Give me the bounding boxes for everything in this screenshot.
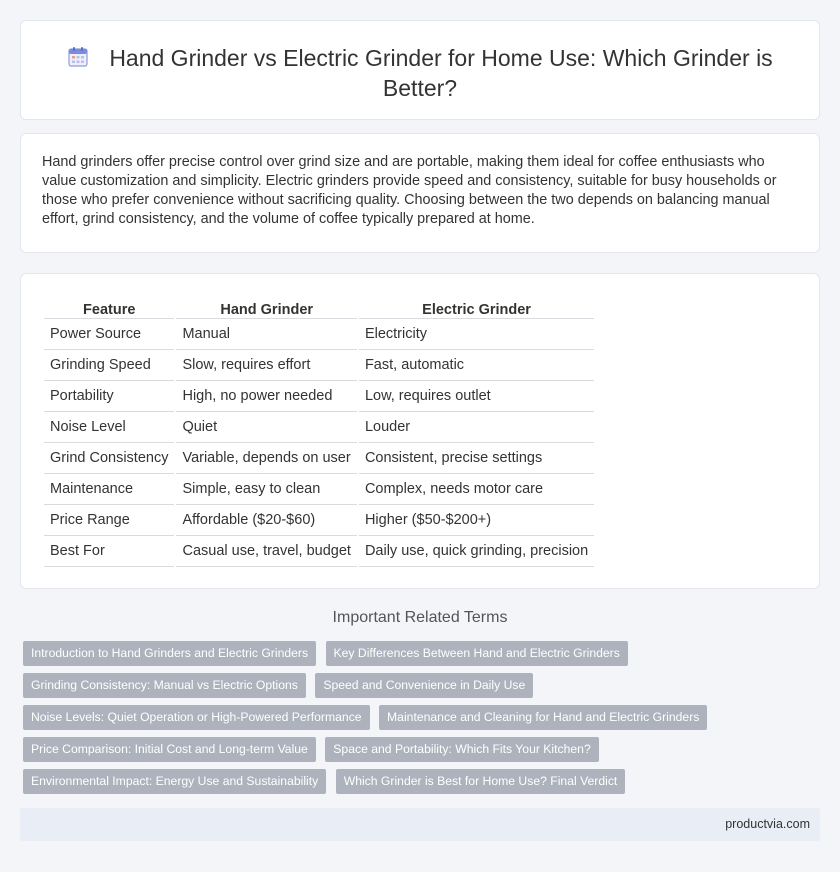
hand-grinder-cell: Casual use, travel, budget [176,536,356,567]
electric-grinder-cell: Fast, automatic [359,350,594,381]
related-terms-list [23,641,723,801]
hand-grinder-cell: Quiet [176,412,356,443]
feature-cell: Best For [44,536,174,567]
comparison-table [42,297,596,567]
calendar-icon [67,45,89,67]
table-row [44,443,594,474]
footer [20,808,820,841]
related-term-tag[interactable]: Grinding Consistency: Manual vs Electric Options [23,673,306,698]
feature-cell: Price Range [44,505,174,536]
table-row [44,474,594,505]
hand-grinder-cell: High, no power needed [176,381,356,412]
electric-grinder-cell: Daily use, quick grinding, precision [359,536,594,567]
table-row [44,536,594,567]
electric-grinder-cell: Electricity [359,319,594,350]
hand-grinder-cell: Affordable ($20-$60) [176,505,356,536]
table-row [44,412,594,443]
page-title [61,43,779,103]
footer-site-link[interactable]: productvia.com [725,817,810,831]
tag-row [23,641,723,673]
summary-text: Hand grinders offer precise control over grind size and are portable, making them ideal for coffee enthusiasts who value customization and simplicity. Electric grinders provide speed and consistency, suitable for busy households or those who prefer convenience without sacrificing quality. Choosing between the two depends on balancing manual effort, grind consistency, and the volume of coffee typically prepared at home. [42,154,777,227]
tag-row [23,769,723,801]
table-header-row [44,297,594,319]
electric-grinder-cell: Consistent, precise settings [359,443,594,474]
page-title-text: Hand Grinder vs Electric Grinder for Home Use: Which Grinder is Better? [109,45,773,101]
related-terms-heading: Important Related Terms [332,609,508,626]
column-header-electric-grinder: Electric Grinder [359,297,594,319]
table-row [44,381,594,412]
hand-grinder-cell: Manual [176,319,356,350]
column-header-hand-grinder: Hand Grinder [176,297,356,319]
feature-cell: Maintenance [44,474,174,505]
related-term-tag[interactable]: Space and Portability: Which Fits Your Kitchen? [325,737,598,762]
header-card [20,20,820,120]
related-term-tag[interactable]: Environmental Impact: Energy Use and Sustainability [23,769,326,794]
hand-grinder-cell: Variable, depends on user [176,443,356,474]
feature-cell: Noise Level [44,412,174,443]
column-header-feature: Feature [44,297,174,319]
tag-row [23,737,723,769]
table-row [44,350,594,381]
related-term-tag[interactable]: Noise Levels: Quiet Operation or High-Powered Performance [23,705,370,730]
electric-grinder-cell: Louder [359,412,594,443]
electric-grinder-cell: Higher ($50-$200+) [359,505,594,536]
related-term-tag[interactable]: Speed and Convenience in Daily Use [315,673,533,698]
related-term-tag[interactable]: Introduction to Hand Grinders and Electric Grinders [23,641,316,666]
electric-grinder-cell: Complex, needs motor care [359,474,594,505]
feature-cell: Power Source [44,319,174,350]
table-row [44,505,594,536]
related-term-tag[interactable]: Maintenance and Cleaning for Hand and Electric Grinders [379,705,707,730]
title-wrap [61,43,779,103]
electric-grinder-cell: Low, requires outlet [359,381,594,412]
related-term-tag[interactable]: Price Comparison: Initial Cost and Long-term Value [23,737,316,762]
feature-cell: Grinding Speed [44,350,174,381]
tag-row [23,705,723,737]
tag-row [23,673,723,705]
hand-grinder-cell: Slow, requires effort [176,350,356,381]
feature-cell: Grind Consistency [44,443,174,474]
table-card [20,273,820,589]
related-term-tag[interactable]: Which Grinder is Best for Home Use? Final Verdict [336,769,626,794]
summary-card [20,133,820,253]
table-row [44,319,594,350]
hand-grinder-cell: Simple, easy to clean [176,474,356,505]
feature-cell: Portability [44,381,174,412]
related-term-tag[interactable]: Key Differences Between Hand and Electric Grinders [326,641,628,666]
